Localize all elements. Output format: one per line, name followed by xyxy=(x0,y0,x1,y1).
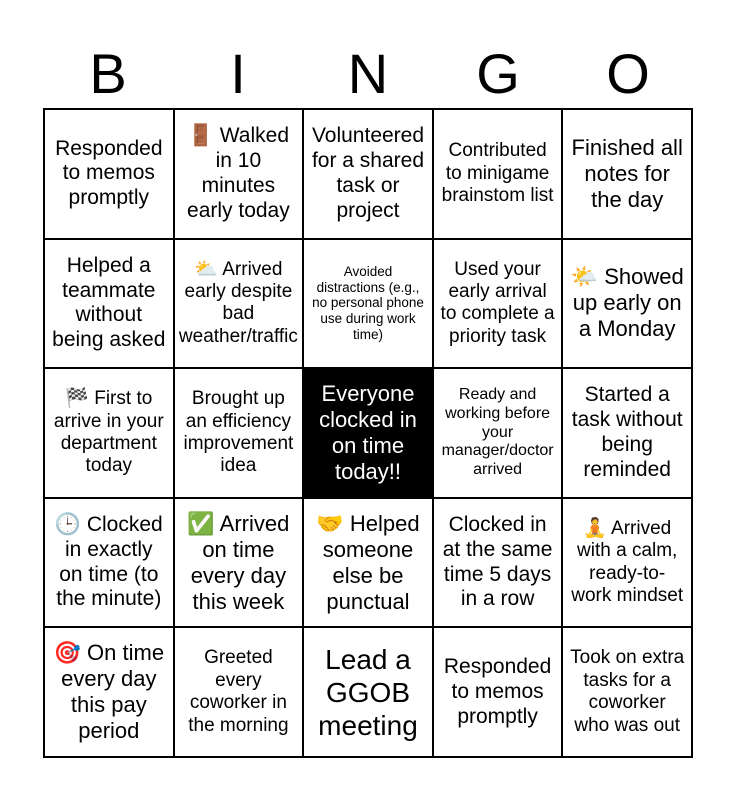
bingo-cell[interactable]: Took on extra tasks for a coworker who was out xyxy=(562,627,692,757)
bingo-cell[interactable]: Contributed to minigame brainstom list xyxy=(433,109,563,239)
bingo-cell[interactable]: Ready and working before your manager/doctor arrived xyxy=(433,368,563,498)
bingo-cell[interactable]: Brought up an efficiency improvement idea xyxy=(174,368,304,498)
bingo-cell[interactable]: Volunteered for a shared task or project xyxy=(303,109,433,239)
bingo-cell[interactable]: Started a task without being reminded xyxy=(562,368,692,498)
bingo-cell[interactable]: Used your early arrival to complete a priority task xyxy=(433,239,563,369)
bingo-cell[interactable]: 🎯 On time every day this pay period xyxy=(44,627,174,757)
bingo-cell[interactable]: 🕒 Clocked in exactly on time (to the minute) xyxy=(44,498,174,628)
free-space-cell[interactable]: Everyone clocked in on time today!! xyxy=(303,368,433,498)
bingo-cell[interactable]: Responded to memos promptly xyxy=(44,109,174,239)
bingo-cell[interactable]: Responded to memos promptly xyxy=(433,627,563,757)
bingo-board xyxy=(43,108,693,758)
header-letter-n: N xyxy=(347,41,389,105)
bingo-cell[interactable]: ✅ Arrived on time every day this week xyxy=(174,498,304,628)
header-letter-i: I xyxy=(230,41,246,105)
bingo-cell[interactable]: 🧘 Arrived with a calm, ready-to-work mindset xyxy=(562,498,692,628)
bingo-header xyxy=(43,38,693,108)
bingo-cell[interactable]: Helped a teammate without being asked xyxy=(44,239,174,369)
header-letter-g: G xyxy=(476,41,520,105)
bingo-cell[interactable]: 🤝 Helped someone else be punctual xyxy=(303,498,433,628)
header-letter-o: O xyxy=(606,41,650,105)
bingo-cell[interactable]: Lead a GGOB meeting xyxy=(303,627,433,757)
bingo-cell[interactable]: Clocked in at the same time 5 days in a row xyxy=(433,498,563,628)
header-letter-b: B xyxy=(89,41,127,105)
bingo-cell[interactable]: Greeted every coworker in the morning xyxy=(174,627,304,757)
bingo-cell[interactable]: 🌤️ Showed up early on a Monday xyxy=(562,239,692,369)
bingo-cell[interactable]: Avoided distractions (e.g., no personal phone use during work time) xyxy=(303,239,433,369)
bingo-cell[interactable]: 🏁 First to arrive in your department today xyxy=(44,368,174,498)
bingo-cell[interactable]: ⛅ Arrived early despite bad weather/traffic xyxy=(174,239,304,369)
bingo-cell[interactable]: 🚪 Walked in 10 minutes early today xyxy=(174,109,304,239)
bingo-cell[interactable]: Finished all notes for the day xyxy=(562,109,692,239)
